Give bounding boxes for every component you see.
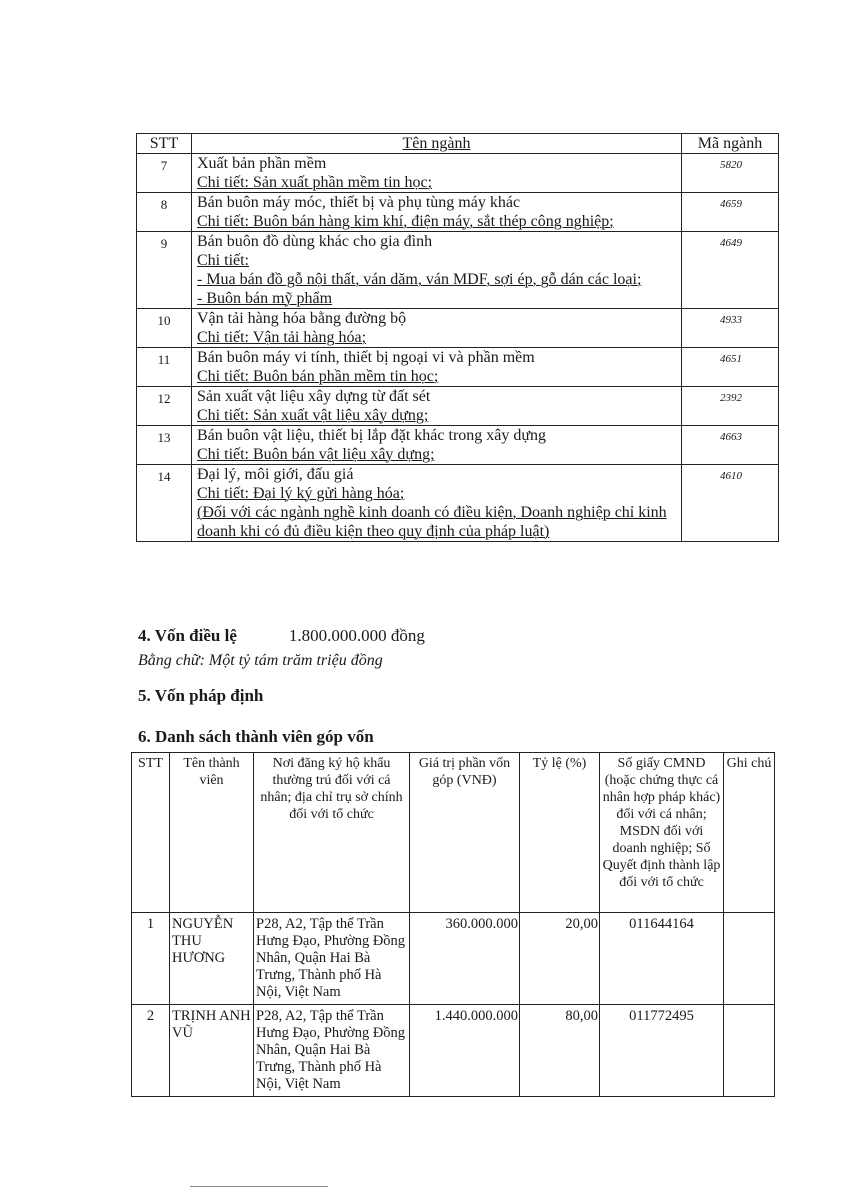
industry-detail: Chi tiết: Buôn bán hàng kim khí, điện máy, sắt thép công nghiệp; — [197, 213, 614, 230]
member-address: P28, A2, Tập thể Trần Hưng Đạo, Phường Đồng Nhân, Quận Hai Bà Trưng, Thành phố Hà Nội, Việt Nam — [254, 1005, 410, 1097]
industry-code: 4933 — [682, 309, 779, 348]
member-row — [132, 1005, 775, 1097]
industry-stt: 14 — [137, 465, 192, 542]
industry-title: Bán buôn vật liệu, thiết bị lắp đặt khác trong xây dựng — [197, 427, 547, 444]
member-name: TRỊNH ANH VŨ — [170, 1005, 254, 1097]
industry-detail: Chi tiết: Sản xuất phần mềm tin học; — [197, 174, 433, 191]
industry-name-cell — [192, 387, 682, 426]
industry-row — [137, 309, 779, 348]
industry-detail: Chi tiết: Buôn bán vật liệu xây dựng; — [197, 446, 435, 463]
industry-row — [137, 154, 779, 193]
member-name: NGUYỄN THU HƯƠNG — [170, 913, 254, 1005]
industry-row — [137, 193, 779, 232]
industry-name-cell — [192, 193, 682, 232]
industry-code: 4651 — [682, 348, 779, 387]
members-table — [131, 752, 775, 1097]
member-address: P28, A2, Tập thể Trần Hưng Đạo, Phường Đồng Nhân, Quận Hai Bà Trưng, Thành phố Hà Nội, Việt Nam — [254, 913, 410, 1005]
member-capital-value: 360.000.000 — [410, 913, 520, 1005]
industry-table — [136, 133, 779, 542]
industry-title: Vận tải hàng hóa bằng đường bộ — [197, 310, 407, 327]
industry-title: Đại lý, môi giới, đấu giá — [197, 466, 354, 483]
industry-name-cell — [192, 348, 682, 387]
industry-detail: - Mua bán đồ gỗ nội thất, ván dăm, ván MDF, sợi ép, gỗ dán các loại; — [197, 271, 642, 288]
industry-name-cell — [192, 465, 682, 542]
member-ratio: 80,00 — [520, 1005, 600, 1097]
industry-stt: 7 — [137, 154, 192, 193]
industry-row — [137, 232, 779, 309]
section-4-heading: 4. Vốn điều lệ — [138, 626, 237, 645]
member-stt: 2 — [132, 1005, 170, 1097]
industry-detail: Chi tiết: Đại lý ký gửi hàng hóa; — [197, 485, 405, 502]
industry-stt: 9 — [137, 232, 192, 309]
industry-detail: Chi tiết: — [197, 252, 249, 269]
member-id-number: 011644164 — [600, 913, 724, 1005]
header-stt: STT — [137, 134, 192, 154]
charter-capital-amount: 1.800.000.000 đồng — [288, 626, 425, 645]
industry-detail: Chi tiết: Vận tải hàng hóa; — [197, 329, 367, 346]
industry-code: 2392 — [682, 387, 779, 426]
charter-capital — [138, 626, 425, 646]
industry-name-cell — [192, 232, 682, 309]
industry-detail: - Buôn bán mỹ phẩm — [197, 290, 333, 307]
members-header-note: Ghi chú — [724, 753, 775, 913]
industry-code: 4610 — [682, 465, 779, 542]
industry-table-header — [137, 134, 779, 154]
industry-row — [137, 465, 779, 542]
industry-stt: 13 — [137, 426, 192, 465]
header-industry-code: Mã ngành — [682, 134, 779, 154]
member-note — [724, 913, 775, 1005]
industry-title: Bán buôn đồ dùng khác cho gia đình — [197, 233, 433, 250]
members-header-value: Giá trị phần vốn góp (VNĐ) — [410, 753, 520, 913]
industry-detail: (Đối với các ngành nghề kinh doanh có điều kiện, Doanh nghiệp chỉ kinh doanh khi có đủ điều kiện theo quy định của pháp luật) — [197, 504, 667, 540]
section-6-heading: 6. Danh sách thành viên góp vốn — [138, 727, 374, 746]
members-header-id: Số giấy CMND (hoặc chứng thực cá nhân hợp pháp khác) đối với cá nhân; MSDN đối với doanh nghiệp; Số Quyết định thành lập đối với tổ chức — [600, 753, 724, 913]
industry-title: Bán buôn máy móc, thiết bị và phụ tùng máy khác — [197, 194, 521, 211]
industry-name-cell — [192, 426, 682, 465]
member-ratio: 20,00 — [520, 913, 600, 1005]
industry-stt: 11 — [137, 348, 192, 387]
member-note — [724, 1005, 775, 1097]
industry-title: Sản xuất vật liệu xây dựng từ đất sét — [197, 388, 431, 405]
members-header-address: Nơi đăng ký hộ khẩu thường trú đối với cá nhân; địa chỉ trụ sở chính đối với tổ chức — [254, 753, 410, 913]
industry-name-cell — [192, 154, 682, 193]
charter-capital-in-words: Bằng chữ: Một tỷ tám trăm triệu đồng — [138, 652, 383, 669]
members-table-header — [132, 753, 775, 913]
section-5-heading: 5. Vốn pháp định — [138, 686, 264, 705]
industry-row — [137, 348, 779, 387]
header-industry-name: Tên ngành — [192, 134, 682, 154]
industry-code: 5820 — [682, 154, 779, 193]
industry-code: 4663 — [682, 426, 779, 465]
industry-name-cell — [192, 309, 682, 348]
industry-code: 4649 — [682, 232, 779, 309]
members-header-ratio: Tỷ lệ (%) — [520, 753, 600, 913]
industry-stt: 10 — [137, 309, 192, 348]
member-capital-value: 1.440.000.000 — [410, 1005, 520, 1097]
member-row — [132, 913, 775, 1005]
industry-row — [137, 387, 779, 426]
member-id-number: 011772495 — [600, 1005, 724, 1097]
industry-title: Xuất bản phần mềm — [197, 155, 327, 172]
footer-rule — [190, 1186, 328, 1187]
members-header-stt: STT — [132, 753, 170, 913]
industry-code: 4659 — [682, 193, 779, 232]
industry-stt: 12 — [137, 387, 192, 426]
industry-detail: Chi tiết: Buôn bán phần mềm tin học; — [197, 368, 439, 385]
industry-row — [137, 426, 779, 465]
member-stt: 1 — [132, 913, 170, 1005]
industry-detail: Chi tiết: Sản xuất vật liệu xây dựng; — [197, 407, 429, 424]
industry-title: Bán buôn máy vi tính, thiết bị ngoại vi và phần mềm — [197, 349, 535, 366]
members-header-name: Tên thành viên — [170, 753, 254, 913]
industry-stt: 8 — [137, 193, 192, 232]
